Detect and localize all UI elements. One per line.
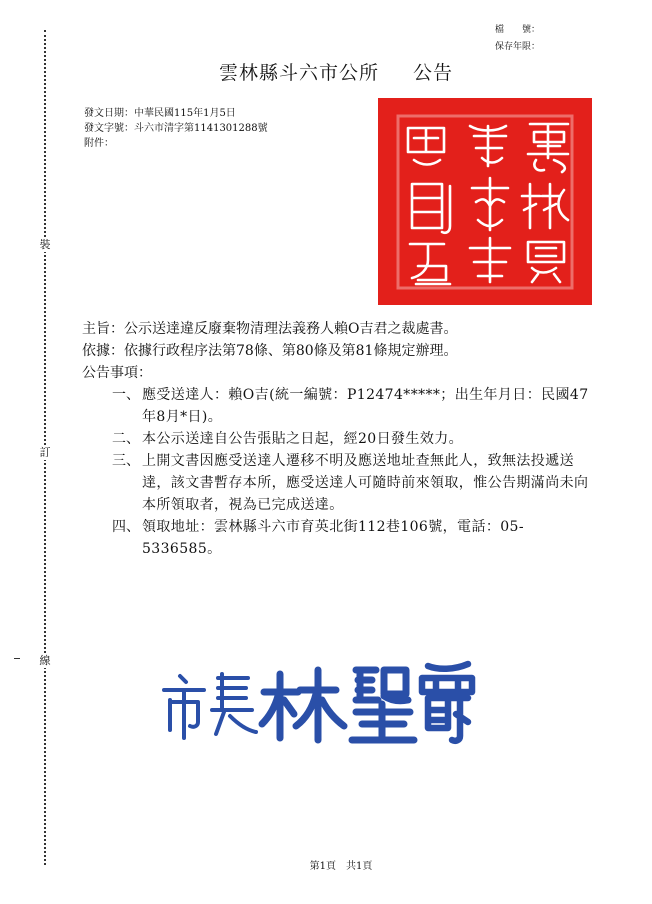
attachment-label: 附件：: [84, 138, 114, 149]
document-title: [0, 58, 652, 85]
issue-info: [84, 106, 268, 151]
issue-number: 發文字號：斗六市清字第1141301288號: [84, 123, 268, 134]
item-text: 本公示送達自公告張貼之日起，經20日發生效力。: [142, 431, 464, 447]
document-type: 公告: [413, 62, 454, 84]
item-text: 領取地址：雲林縣斗六市育英北街112巷106號，電話：05-5336585。: [142, 519, 524, 557]
list-item: [82, 450, 602, 516]
item-text: 應受送達人：賴O吉(統一編號：P12474*****；出生年月日：民國47年8月*日)。: [142, 387, 589, 425]
binding-mark-xian: 線: [39, 654, 51, 667]
retention-label: 保存年限：: [494, 42, 540, 52]
signature-glyphs: [160, 656, 490, 746]
item-number: 四、: [112, 519, 140, 535]
binding-tick: [14, 658, 20, 659]
issue-date: 發文日期：中華民國115年1月5日: [84, 108, 236, 119]
list-item: [82, 384, 602, 428]
basis-line: 依據：依據行政程序法第78條、第80條及第81條規定辦理。: [82, 343, 458, 359]
item-number: 二、: [112, 431, 140, 447]
item-number: 三、: [112, 453, 140, 469]
item-text: 上開文書因應受送達人遷移不明及應送地址查無此人，致無法投遞送達，該文書暫存本所，應受送達人可隨時前來領取，惟公告期滿尚未向本所領取者，視為已完成送達。: [142, 453, 589, 513]
file-meta: [495, 22, 540, 56]
page-number: 第1頁 共1頁: [309, 861, 373, 872]
item-number: 一、: [112, 387, 140, 403]
agency-name: 雲林縣斗六市公所: [218, 62, 379, 84]
file-number-label: 檔 號：: [494, 25, 540, 35]
binding-mark-zhuang: 裝: [39, 238, 51, 251]
binding-mark-ding: 訂: [39, 446, 51, 459]
items-heading: 公告事項：: [82, 365, 152, 381]
list-item: [82, 428, 602, 450]
subject-line: 主旨：公示送達違反廢棄物清理法義務人賴O吉君之裁處書。: [82, 321, 458, 337]
mayor-signature-stamp: [160, 656, 490, 746]
seal-script-glyphs: [378, 98, 592, 305]
official-seal: [378, 98, 592, 305]
announcement-body: [82, 318, 602, 560]
list-item: [82, 516, 602, 560]
